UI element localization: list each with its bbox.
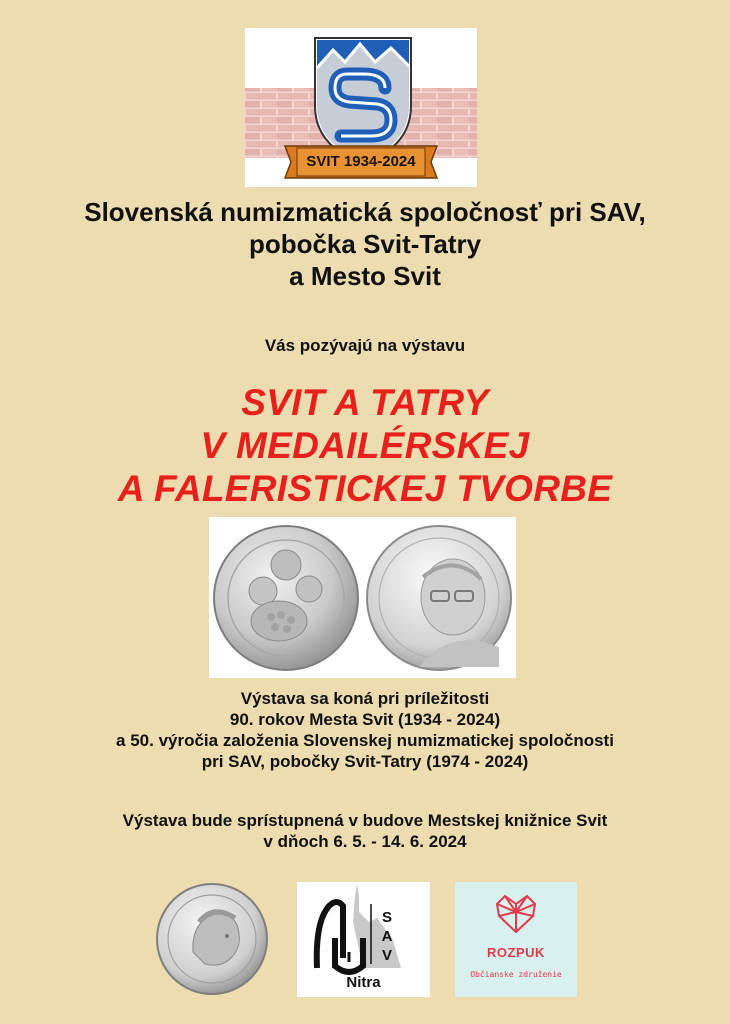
organizer-line-2: pobočka Svit-Tatry [248,229,482,259]
sponsor-coin-logo [155,882,270,997]
medal-obverse-icon [214,526,358,670]
venue-text [0,810,730,852]
organizers [0,196,730,292]
rozpuk-subtitle: Občianske združenie [470,970,562,979]
sav-letters [377,908,397,965]
sponsor-rozpuk-logo [455,882,577,997]
numismatic-coin-icon [155,882,270,997]
title-line-2: V MEDAILÉRSKEJ [200,425,530,466]
sav-letter-v: V [381,947,392,964]
title-line-3: A FALERISTICKEJ TVORBE [117,468,613,509]
medals-image [209,517,516,678]
svit-logo [245,28,477,187]
sav-letter-a: A [381,928,393,945]
sav-city: Nitra [346,974,381,991]
exhibition-title [0,381,730,510]
sav-letter-s: S [381,909,392,926]
occasion-text [0,688,730,772]
organizer-line-1: Slovenská numizmatická spoločnosť pri SAV, [84,197,646,227]
rozpuk-name: ROZPUK [487,945,545,960]
venue-line-1: Výstava bude sprístupnená v budove Mestskej knižnice Svit [122,811,608,830]
title-line-1: SVIT A TATRY [241,382,489,423]
occasion-line-1: Výstava sa koná pri príležitosti [240,689,490,708]
invite-text: Vás pozývajú na výstavu [264,336,466,355]
sponsor-sav-nitra-logo [297,882,430,997]
organizer-line-3: a Mesto Svit [289,261,441,291]
venue-line-2: v dňoch 6. 5. - 14. 6. 2024 [263,832,467,851]
occasion-line-4: pri SAV, pobočky Svit-Tatry (1974 - 2024) [201,752,529,771]
occasion-line-3: a 50. výročia založenia Slovenskej numizmatickej spoločnosti [116,731,614,750]
rozpuk-heart-icon [455,882,577,997]
occasion-line-2: 90. rokov Mesta Svit (1934 - 2024) [229,710,501,729]
medal-portrait-icon [367,526,511,670]
logo-banner-text: SVIT 1934-2024 [306,153,416,170]
